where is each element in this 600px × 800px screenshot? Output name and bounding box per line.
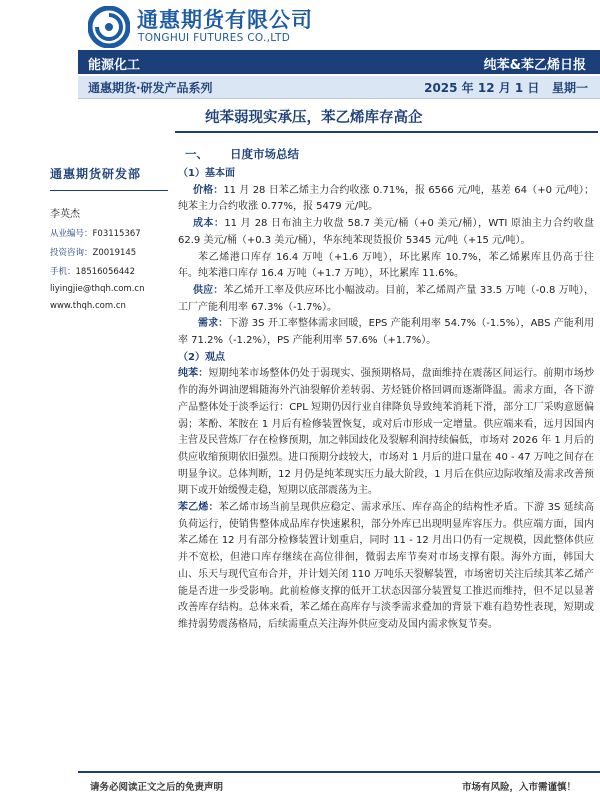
phone-label: 手机： <box>50 267 76 277</box>
report-title: 纯苯弱现实承压，苯乙烯库存高企 <box>205 110 423 126</box>
styrene-view-text: 苯乙烯市场当前呈现供应稳定、需求承压、库存高企的结构性矛盾。下游 3S 延续高负荷运行，使销售整体成品库存快速累积，部分外库已出现明显库容压力。供应端方面，国内苯乙烯在 12 月有部分检修装置计划重启，同时 11 - 12 月出口仍有一定规模，因此整体供应并不宽松，但港口库存继续在高位徘徊，微弱去库节奏对市场支撑有限。海外方面，韩国大山、乐天与现代宣布合并，并计划关闭 110 万吨乐天裂解装置，市场密切关注后续其苯乙烯产能是否进一步受影响。此前检修支撑的低开工状态因部分装置复工推迟而维持，但不足以显著改善库存结构。总体来看，苯乙烯在高库存与淡季需求叠加的背景下难有趋势性表现，短期或维持弱势震荡格局，后续需重点关注海外供应变动及国内需求恢复节奏。 <box>178 502 594 630</box>
report-header-band <box>78 50 600 74</box>
tonghui-logo-icon <box>88 6 130 48</box>
invest-value: Z0019145 <box>92 248 137 258</box>
subsection-fundamentals: （1）基本面 <box>178 168 235 179</box>
report-subheader-band <box>78 76 600 99</box>
email-link[interactable]: liyingjie@thqh.com.cn <box>50 284 145 294</box>
supply-text: 苯乙烯开工率及供应环比小幅波动。目前，苯乙烯周产量 33.5 万吨（-0.8 万吨），工厂产能利用率 67.3%（-1.7%）。 <box>178 284 594 313</box>
company-name-en: TONGHUI FUTURES CO.,LTD <box>138 32 291 44</box>
price-text: 11 月 28 日苯乙烯主力合约收涨 0.71%，报 6566 元/吨，基差 64（+0 元/吨）；纯苯主力合约收涨 0.77%，报 5479 元/吨。 <box>178 184 595 213</box>
section-title: 日度市场总结 <box>230 147 299 161</box>
title-divider <box>175 131 598 133</box>
invest-advisory-row <box>50 246 170 258</box>
department-title: 通惠期货研发部 <box>50 167 142 181</box>
cost-text: 11 月 28 日布油主力收盘 58.7 美元/桶（+0 美元/桶），WTI 原油主力合约收盘 62.9 美元/桶（+0.3 美元/桶），华东纯苯现货报价 5345 元/吨（+15 元/吨）。 <box>178 218 595 246</box>
benzene-keyword: 纯苯： <box>178 368 209 380</box>
benzene-view-paragraph <box>178 366 594 500</box>
disclaimer-notice: 请务必阅读正文之后的免责声明 <box>90 782 224 793</box>
supply-keyword: 供应： <box>193 284 224 296</box>
demand-text: 下游 3S 开工率整体需求回暖，EPS 产能利用率 54.7%（-1.5%），ABS 产能利用率 71.2%（-1.2%），PS 产能利用率 57.6%（+1.7%）。 <box>178 318 594 347</box>
cert-number-row <box>50 227 170 239</box>
price-paragraph <box>178 183 594 216</box>
report-name: 纯苯&苯乙烯日报 <box>483 58 586 73</box>
report-body <box>178 166 594 634</box>
phone-value: 18516056442 <box>75 267 136 277</box>
invest-label: 投资咨询： <box>50 248 93 258</box>
phone-row <box>50 265 170 277</box>
analyst-name: 李英杰 <box>50 209 80 220</box>
website-link[interactable]: www.thqh.com.cn <box>50 301 126 311</box>
subsection-views: （2）观点 <box>178 351 225 363</box>
company-name-cn: 通惠期货有限公司 <box>137 8 313 32</box>
benzene-view-text: 短期纯苯市场整体仍处于弱现实、强预期格局，盘面维持在震荡区间运行。前期市场炒作的海外调油逻辑随海外汽油裂解价差转弱、芳烃链价格回调而逐渐降温。需求方面，各下游产品整体处于淡季运行：CPL 短期仍因行业自律降负导致纯苯消耗下滑，部分工厂采购意愿偏弱；苯酚、苯胺在 1 月后有检修装置恢复，或对后市形成一定增量。供应端来看，远月因国内主营及民营炼厂存在检修预期，加之韩国歧化及裂解利润持续偏低，市场对 2026 年 1 月后的供应收缩预期依旧强烈。进口预期分歧较大，市场对 1 月后的进口量在 40 - 47 万吨之间存在明显争议。总体判断，12 月仍是纯苯现实压力最大阶段，1 月后在供应边际收缩及需求改善预期下或开始缓慢走稳，短期以底部震荡为主。 <box>178 368 595 497</box>
cert-value: F03115367 <box>92 229 141 239</box>
inventory-paragraph: 苯乙烯港口库存 16.4 万吨（+1.6 万吨），环比累库 10.7%，苯乙烯累库且仍高于往年。纯苯港口库存 16.4 万吨（+1.7 万吨），环比累库 11.6%。 <box>178 251 594 280</box>
footer-divider <box>78 771 600 773</box>
sidebar-divider <box>50 190 168 191</box>
supply-paragraph <box>178 283 594 316</box>
styrene-view-paragraph <box>178 500 594 634</box>
analyst-sidebar <box>50 165 170 311</box>
cert-label: 从业编号： <box>50 229 93 239</box>
section-number: 一、 <box>185 147 208 161</box>
section-heading <box>185 146 299 162</box>
report-weekday: 星期一 <box>551 81 588 95</box>
report-category: 能源化工 <box>88 58 141 73</box>
styrene-keyword: 苯乙烯： <box>178 502 219 514</box>
demand-paragraph <box>178 316 594 349</box>
report-date: 2025 年 12 月 1 日 <box>424 81 540 95</box>
price-keyword: 价格： <box>193 184 224 196</box>
cost-paragraph <box>178 216 594 249</box>
report-series: 通惠期货·研发产品系列 <box>88 81 213 95</box>
risk-notice: 市场有风险，入市需谨慎！ <box>461 782 576 793</box>
report-date-line <box>424 79 588 96</box>
cost-keyword: 成本： <box>193 218 225 230</box>
demand-keyword: 需求： <box>198 318 229 330</box>
